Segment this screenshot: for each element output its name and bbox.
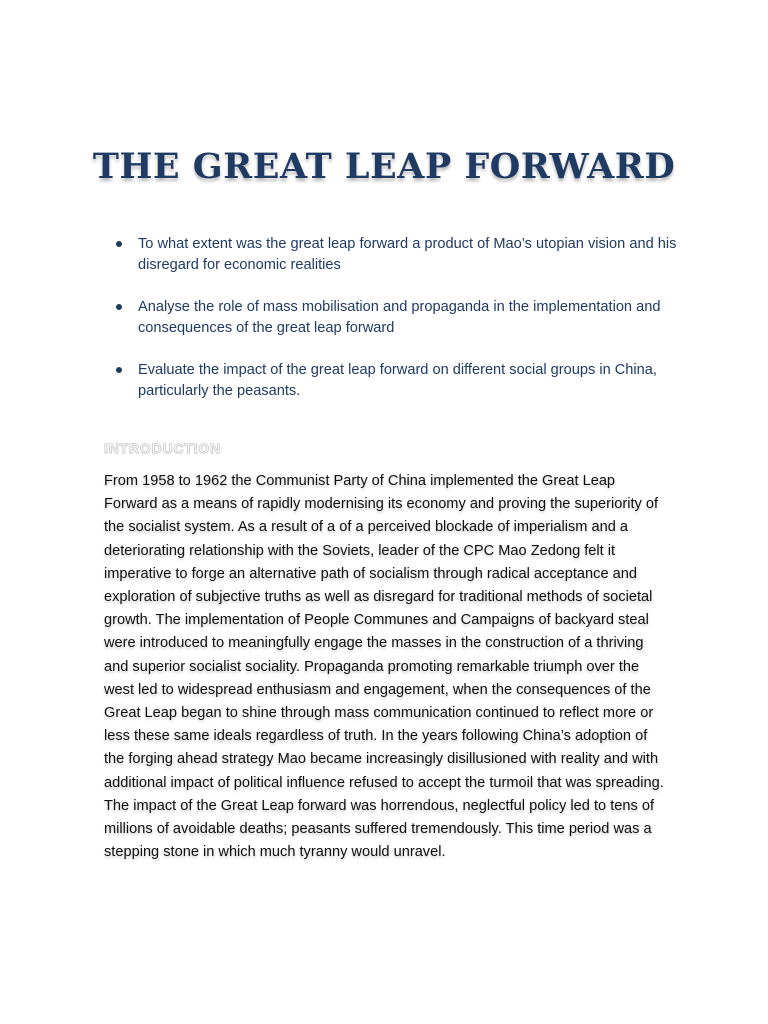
bullet-icon	[116, 304, 122, 310]
objective-text: Evaluate the impact of the great leap forward on different social groups in China, particularly the peasants.	[138, 362, 657, 399]
bullet-icon	[116, 367, 122, 373]
document-title: THE GREAT LEAP FORWARD	[92, 146, 676, 187]
objective-text: Analyse the role of mass mobilisation and propaganda in the implementation and consequences of the great leap forward	[138, 299, 661, 336]
section-heading-introduction: INTRODUCTION	[104, 440, 221, 456]
objective-text: To what extent was the great leap forward a product of Mao’s utopian vision and his disregard for economic realities	[138, 236, 677, 273]
objective-item	[116, 297, 686, 339]
objective-item	[116, 234, 686, 276]
bullet-icon	[116, 241, 122, 247]
objective-item	[116, 360, 686, 402]
objectives-list	[116, 234, 686, 402]
introduction-paragraph: From 1958 to 1962 the Communist Party of China implemented the Great Leap Forward as a means of rapidly modernising its economy and proving the superiority of the socialist system. As a result of a of a perceived blockade of imperialism and a deteriorating relationship with the Soviets, leader of the CPC Mao Zedong felt it imperative to forge an alternative path of socialism through radical acceptance and exploration of subjective truths as well as disregard for traditional methods of societal growth. The implementation of People Communes and Campaigns of backyard steal were introduced to meaningfully engage the masses in the construction of a thriving and superior socialist sociality. Propaganda promoting remarkable triumph over the west led to widespread enthusiasm and engagement, when the consequences of the Great Leap began to shine through mass communication continued to reflect more or less these same ideals regardless of truth. In the years following China’s adoption of the forging ahead strategy Mao became increasingly disillusioned with reality and with additional impact of political influence refused to accept the turmoil that was spreading. The impact of the Great Leap forward was horrendous, neglectful policy led to tens of millions of avoidable deaths; peasants suffered tremendously. This time period was a stepping stone in which much tyranny would unravel.	[104, 473, 664, 861]
